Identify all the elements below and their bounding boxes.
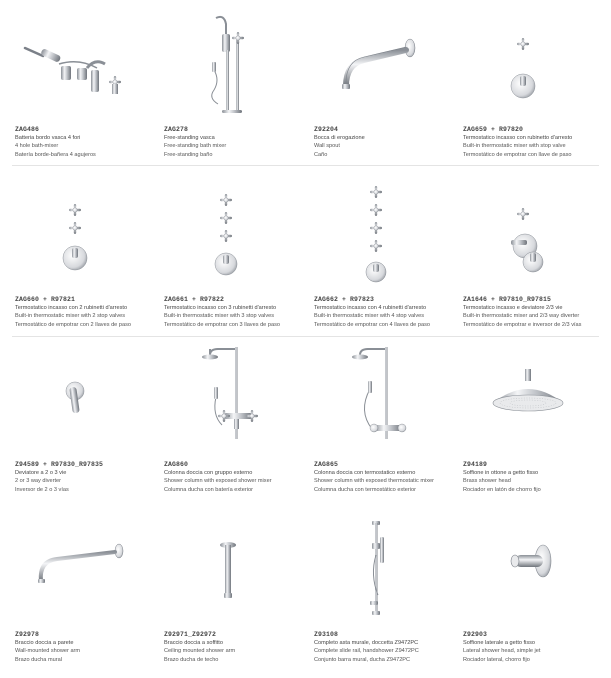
description-es: Conjunto barra mural, ducha Z9472PC <box>314 656 411 663</box>
description-en: Free-standing bath mixer <box>164 143 227 150</box>
description-es: Termostático de empotrar con 4 llaves de paso <box>314 321 430 328</box>
thermostatic-1-valve-icon <box>463 10 603 122</box>
description-en: Built-in thermostatic mixer with 3 stop valves <box>164 313 275 320</box>
description-es: Termostático de empotrar e inversor de 2/3 vías <box>463 321 582 328</box>
description-en: Complete slide rail, handshower Z9472PC <box>314 648 419 655</box>
bath-mixer-4-hole-icon <box>15 10 155 122</box>
description-en: 4 hole bath-mixer <box>15 143 59 150</box>
description-en: Built-in thermostatic mixer with stop valve <box>463 143 566 150</box>
description-es: Termostático de empotrar con 3 llaves de paso <box>164 321 280 328</box>
description-en: Built-in thermostatic mixer and 2/3 way diverter <box>463 313 580 320</box>
product-code: ZAG659 + R97820 <box>463 126 524 133</box>
description-it: Colonna doccia con gruppo esterno <box>164 470 253 476</box>
shower-column-icon <box>164 345 304 457</box>
description-es: Columna ducha con batería exterior <box>164 486 253 493</box>
description-en: Built-in thermostatic mixer with 2 stop valves <box>15 313 126 320</box>
description-es: Caño <box>314 151 328 158</box>
thermostatic-diverter-icon <box>463 180 603 292</box>
product-code: Z94589 + R97830_R97835 <box>15 461 104 468</box>
product-code: ZAG865 <box>314 461 339 468</box>
description-es: Free-standing baño <box>164 151 213 158</box>
product-code: ZAG660 + R97821 <box>15 296 76 303</box>
description-it: Termostatico incasso con 2 rubinetti d'arresto <box>15 305 128 311</box>
description-en: Ceiling mounted shower arm <box>164 648 236 655</box>
description-it: Braccio doccia a parete <box>15 640 74 646</box>
product-code: Z92903 <box>463 631 488 638</box>
wall-shower-arm-icon <box>15 515 155 627</box>
product-code: Z92204 <box>314 126 339 133</box>
description-it: Free-standing vasca <box>164 135 215 141</box>
description-it: Deviatore a 2 o 3 vie <box>15 470 67 476</box>
product-code: Z92978 <box>15 631 40 638</box>
description-en: Built-in thermostatic mixer with 4 stop valves <box>314 313 425 320</box>
description-it: Braccio doccia a soffitto <box>164 640 223 646</box>
description-en: Wall spout <box>314 143 340 150</box>
description-es: Brazo ducha mural <box>15 656 62 663</box>
ceiling-shower-arm-icon <box>164 515 304 627</box>
description-es: Inversor de 2 o 3 vías <box>15 486 69 493</box>
product-code: Z93108 <box>314 631 339 638</box>
description-en: Shower column with exposed thermostatic mixer <box>314 478 435 485</box>
wall-spout-icon <box>314 10 454 122</box>
product-code: Z92971_Z92972 <box>164 631 217 638</box>
product-code: ZAG860 <box>164 461 189 468</box>
description-it: Termostatico incasso con 3 rubinetti d'arresto <box>164 305 277 311</box>
description-es: Rociador en latón de chorro fijo <box>463 486 541 493</box>
description-en: Lateral shower head, simple jet <box>463 648 541 655</box>
row-divider <box>12 336 599 337</box>
description-it: Termostatico incasso con rubinetto d'arresto <box>463 135 573 141</box>
description-it: Batteria bordo vasca 4 fori <box>15 135 81 141</box>
shower-head-icon <box>463 345 603 457</box>
product-code: ZAG486 <box>15 126 40 133</box>
description-it: Colonna doccia con termostatico esterno <box>314 470 416 476</box>
description-en: Wall-mounted shower arm <box>15 648 81 655</box>
product-code: ZA1646 + R97810_R97815 <box>463 296 552 303</box>
product-code: ZAG278 <box>164 126 189 133</box>
description-en: Brass shower head <box>463 478 511 485</box>
description-it: Termostatico incasso e deviatore 2/3 vie <box>463 305 563 311</box>
thermostatic-4-valves-icon <box>314 180 454 292</box>
description-it: Soffione in ottone a getto fisso <box>463 470 539 476</box>
description-it: Termostatico incasso con 4 rubinetti d'arresto <box>314 305 427 311</box>
description-en: Shower column with exposed shower mixer <box>164 478 272 485</box>
slide-rail-icon <box>314 515 454 627</box>
freestanding-bath-mixer-icon <box>164 10 304 122</box>
thermostatic-3-valves-icon <box>164 180 304 292</box>
description-es: Batería borde-bañera 4 agujeros <box>15 151 96 158</box>
description-it: Bocca di erogazione <box>314 135 365 141</box>
product-code: Z94189 <box>463 461 488 468</box>
product-code: ZAG661 + R97822 <box>164 296 225 303</box>
description-es: Brazo ducha de techo <box>164 656 219 663</box>
description-it: Soffione laterale a getto fisso <box>463 640 536 646</box>
description-it: Completo asta murale, doccetta Z9472PC <box>314 640 419 646</box>
product-code: ZAG662 + R97823 <box>314 296 375 303</box>
lateral-shower-head-icon <box>463 515 603 627</box>
description-es: Columna ducha con termostático exterior <box>314 486 416 493</box>
description-en: 2 or 3 way diverter <box>15 478 62 485</box>
description-es: Rociador lateral, chorro fijo <box>463 656 530 663</box>
description-es: Termostático de empotrar con 2 llaves de paso <box>15 321 131 328</box>
shower-column-thermostatic-icon <box>314 345 454 457</box>
diverter-icon <box>15 345 155 457</box>
description-es: Termostático de empotrar con llave de paso <box>463 151 572 158</box>
thermostatic-2-valves-icon <box>15 180 155 292</box>
row-divider <box>12 165 599 166</box>
